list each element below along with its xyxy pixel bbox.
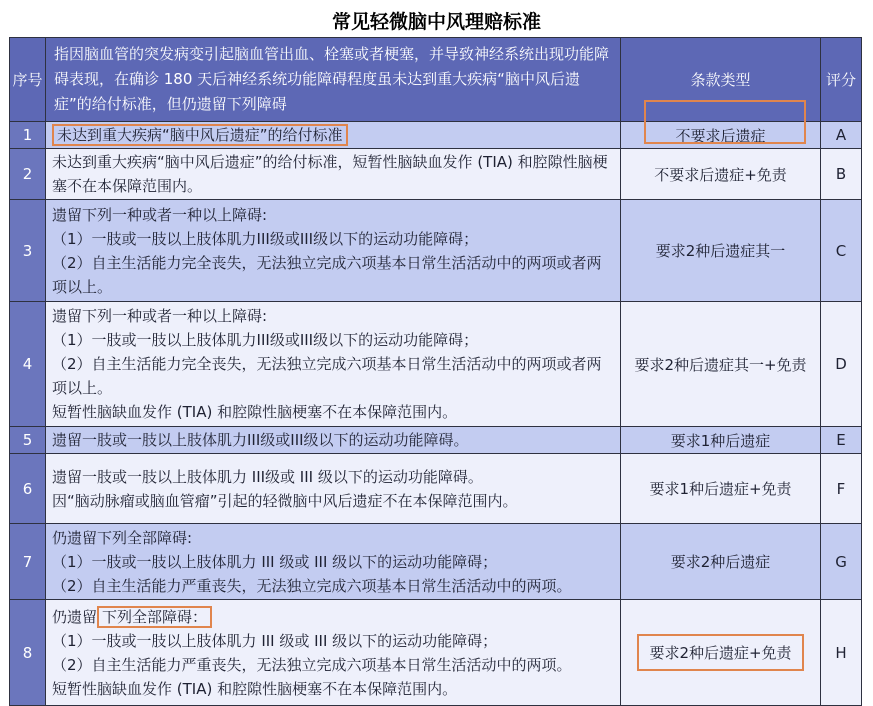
row-number: 3 (10, 200, 46, 302)
row-number: 6 (10, 454, 46, 524)
row8-line-prefix: 仍遗留 (52, 607, 98, 626)
claims-table (9, 37, 862, 706)
row-number: 8 (10, 600, 46, 706)
row-clause: 要求1种后遗症 (621, 427, 821, 454)
row-description: 未达到重大疾病“脑中风后遗症”的给付标准，短暂性脑缺血发作 (TIA) 和腔隙性脑梗塞不在本保障范围内。 (46, 149, 621, 200)
highlight-box-clause-8: 要求2种后遗症+免责 (637, 634, 803, 671)
row-score: A (821, 122, 862, 149)
table-row (10, 454, 862, 524)
table-row (10, 600, 862, 706)
header-row (10, 38, 862, 122)
row-clause: 要求2种后遗症其一 (621, 200, 821, 302)
row-clause (621, 600, 821, 706)
table-row (10, 302, 862, 427)
highlight-box-desc-1: 未达到重大疾病“脑中风后遗症”的给付标准 (52, 124, 348, 146)
row-score: B (821, 149, 862, 200)
row-score: C (821, 200, 862, 302)
row-description: 遗留下列一种或者一种以上障碍: （1）一肢或一肢以上肢体肌力III级或III级以下的运动功能障碍； （2）自主生活能力完全丧失，无法独立完成六项基本日常生活活动中的两项或者两项以上。 短暂性脑缺血发作 (TIA) 和腔隙性脑梗塞不在本保障范围内。 (46, 302, 621, 427)
row-description: 仍遗留 下列全部障碍： （1）一肢或一肢以上肢体肌力 III 级或 III 级以下的运动功能障碍； （2）自主生活能力严重丧失，无法独立完成六项基本日常生活活动中的两项。 短暂性脑缺血发作 (TIA) 和腔隙性脑梗塞不在本保障范围内。 (46, 600, 621, 706)
table-row (10, 427, 862, 454)
row-description (46, 122, 621, 149)
row-score: E (821, 427, 862, 454)
row-number: 4 (10, 302, 46, 427)
table-row (10, 149, 862, 200)
row-number: 2 (10, 149, 46, 200)
header-col-description: 指因脑血管的突发病变引起脑血管出血、栓塞或者梗塞，并导致神经系统出现功能障碍表现，在确诊 180 天后神经系统功能障碍程度虽未达到重大疾病“脑中风后遗症”的给付标准，但仍遗留下列障碍 (46, 38, 621, 122)
table-row (10, 524, 862, 600)
row-description: 遗留一肢或一肢以上肢体肌力III级或III级以下的运动功能障碍。 (46, 427, 621, 454)
highlight-box-desc-8: 下列全部障碍： (97, 606, 212, 628)
row-score: D (821, 302, 862, 427)
table-row (10, 200, 862, 302)
row-clause: 要求2种后遗症 (621, 524, 821, 600)
row-description: 仍遗留下列全部障碍: （1）一肢或一肢以上肢体肌力 III 级或 III 级以下的运动功能障碍； （2）自主生活能力严重丧失，无法独立完成六项基本日常生活活动中的两项。 (46, 524, 621, 600)
header-col-number: 序号 (10, 38, 46, 122)
row-number: 5 (10, 427, 46, 454)
row-score: H (821, 600, 862, 706)
table-row (10, 122, 862, 149)
header-col-clause-type: 条款类型 (621, 38, 821, 122)
row-description: 遗留一肢或一肢以上肢体肌力 III级或 III 级以下的运动功能障碍。 因“脑动脉瘤或脑血管瘤”引起的轻微脑中风后遗症不在本保障范围内。 (46, 454, 621, 524)
row-clause: 要求1种后遗症+免责 (621, 454, 821, 524)
header-col-score: 评分 (821, 38, 862, 122)
row-score: F (821, 454, 862, 524)
row-clause: 不要求后遗症 (621, 122, 821, 149)
row-clause: 要求2种后遗症其一+免责 (621, 302, 821, 427)
page-title: 常见轻微脑中风理赔标准 (331, 11, 541, 33)
row-number: 7 (10, 524, 46, 600)
row-description: 遗留下列一种或者一种以上障碍: （1）一肢或一肢以上肢体肌力III级或III级以下的运动功能障碍； （2）自主生活能力完全丧失，无法独立完成六项基本日常生活活动中的两项或者两项以上。 (46, 200, 621, 302)
row-number: 1 (10, 122, 46, 149)
row-clause: 不要求后遗症+免责 (621, 149, 821, 200)
row-score: G (821, 524, 862, 600)
